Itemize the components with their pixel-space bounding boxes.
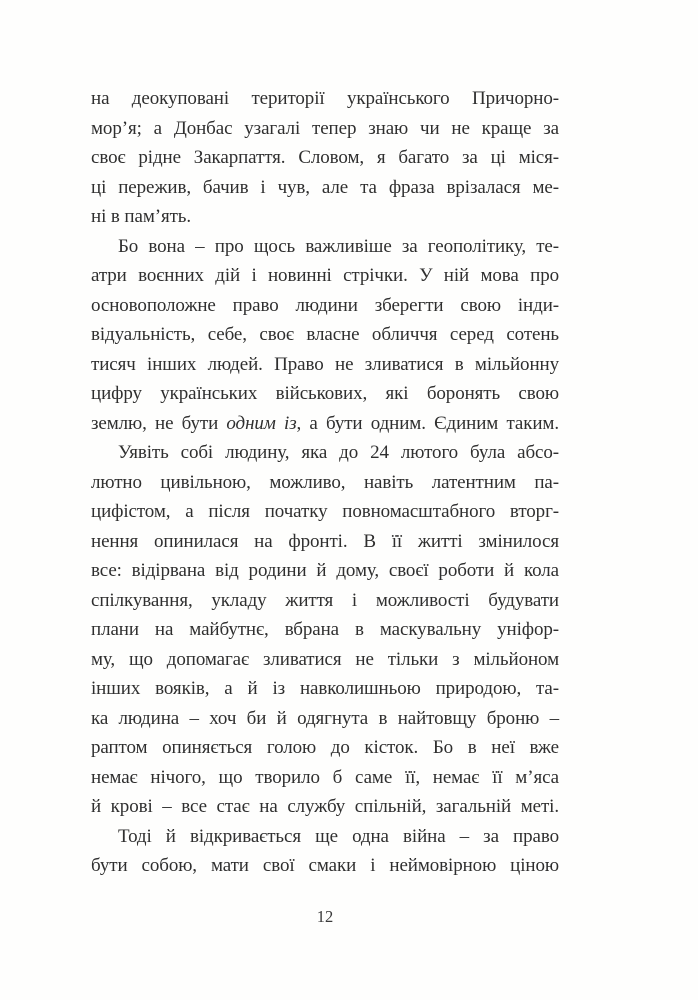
text-segment: спілкування, укладу життя і можливості будувати [91,589,559,611]
text-line [91,792,559,822]
text-segment: цифістом, а після початку повномасштабного вторг- [91,501,559,522]
text-segment: плани на майбутнє, вбрана в маскувальну уніфор- [91,619,559,640]
text-segment: своє рідне Закарпаття. Словом, я багато за ці міся- [91,147,559,168]
text-segment: мор’я; а Донбас узагалі тепер знаю чи не краще за [91,117,559,139]
text-line [91,733,559,763]
text-segment: нення опинилася на фронті. В її житті змінилося [91,530,559,552]
text-line [91,822,559,852]
text-line [91,202,559,232]
text-line [91,232,559,262]
text-segment: атри воєнних дій і новинні стрічки. У ній мова про [91,265,559,286]
text-segment: інших вояків, а й із навколишньою природою, та- [91,678,559,699]
text-line [91,556,559,586]
text-segment: цифру українських військових, які боронять свою [91,383,559,404]
text-line [91,674,559,704]
text-segment: відуальність, себе, своє власне обличчя серед сотень [91,324,559,345]
text-segment: Тоді й відкривається ще одна війна – за право [118,825,559,847]
text-line [91,851,559,881]
text-segment: землю, не бути [91,412,227,434]
text-block [91,84,559,881]
text-line [91,114,559,144]
text-segment: бути собою, мати свої смаки і неймовірною ціною [91,855,559,876]
text-line [91,261,559,291]
text-line [91,468,559,498]
text-segment: ні в пам’ять. [91,206,192,227]
text-line [91,379,559,409]
text-line [91,291,559,321]
text-segment: все: відірвана від родини й дому, своєї роботи й кола [91,560,559,581]
text-line [91,763,559,793]
text-line [91,615,559,645]
text-line [91,173,559,203]
text-line [91,704,559,734]
text-segment: лютно цивільною, можливо, навіть латентним па- [91,471,559,493]
text-line [91,84,559,114]
text-segment: немає нічого, що творило б саме її, немає її м’яса [91,766,559,788]
italic-text-segment: одним із [226,412,297,434]
text-segment: й крові – все стає на службу спільній, загальній меті. [91,796,559,817]
text-line [91,645,559,675]
text-line [91,143,559,173]
text-segment: тисяч інших людей. Право не зливатися в мільйонну [91,353,559,375]
text-line [91,586,559,616]
text-segment: основоположне право людини зберегти свою інди- [91,294,559,316]
text-line [91,350,559,380]
text-segment: , а бути одним. Єдиним таким. [296,412,560,434]
text-segment: Уявіть собі людину, яка до 24 лютого була абсо- [118,442,559,463]
text-line [91,438,559,468]
text-segment: ці пережив, бачив і чув, але та фраза врізалася ме- [91,176,559,198]
text-segment: на деокуповані території українського Причорно- [91,88,559,109]
text-segment: му, що допомагає зливатися не тільки з мільйоном [91,648,559,670]
text-segment: ка людина – хоч би й одягнута в найтовщу броню – [91,707,559,729]
text-line [91,527,559,557]
text-segment: Бо вона – про щось важливіше за геополітику, те- [118,235,559,257]
text-line [91,497,559,527]
page-number: 12 [316,907,334,926]
text-segment: раптом опиняється голою до кісток. Бо в неї вже [91,737,559,758]
text-line [91,409,559,439]
text-line [91,320,559,350]
